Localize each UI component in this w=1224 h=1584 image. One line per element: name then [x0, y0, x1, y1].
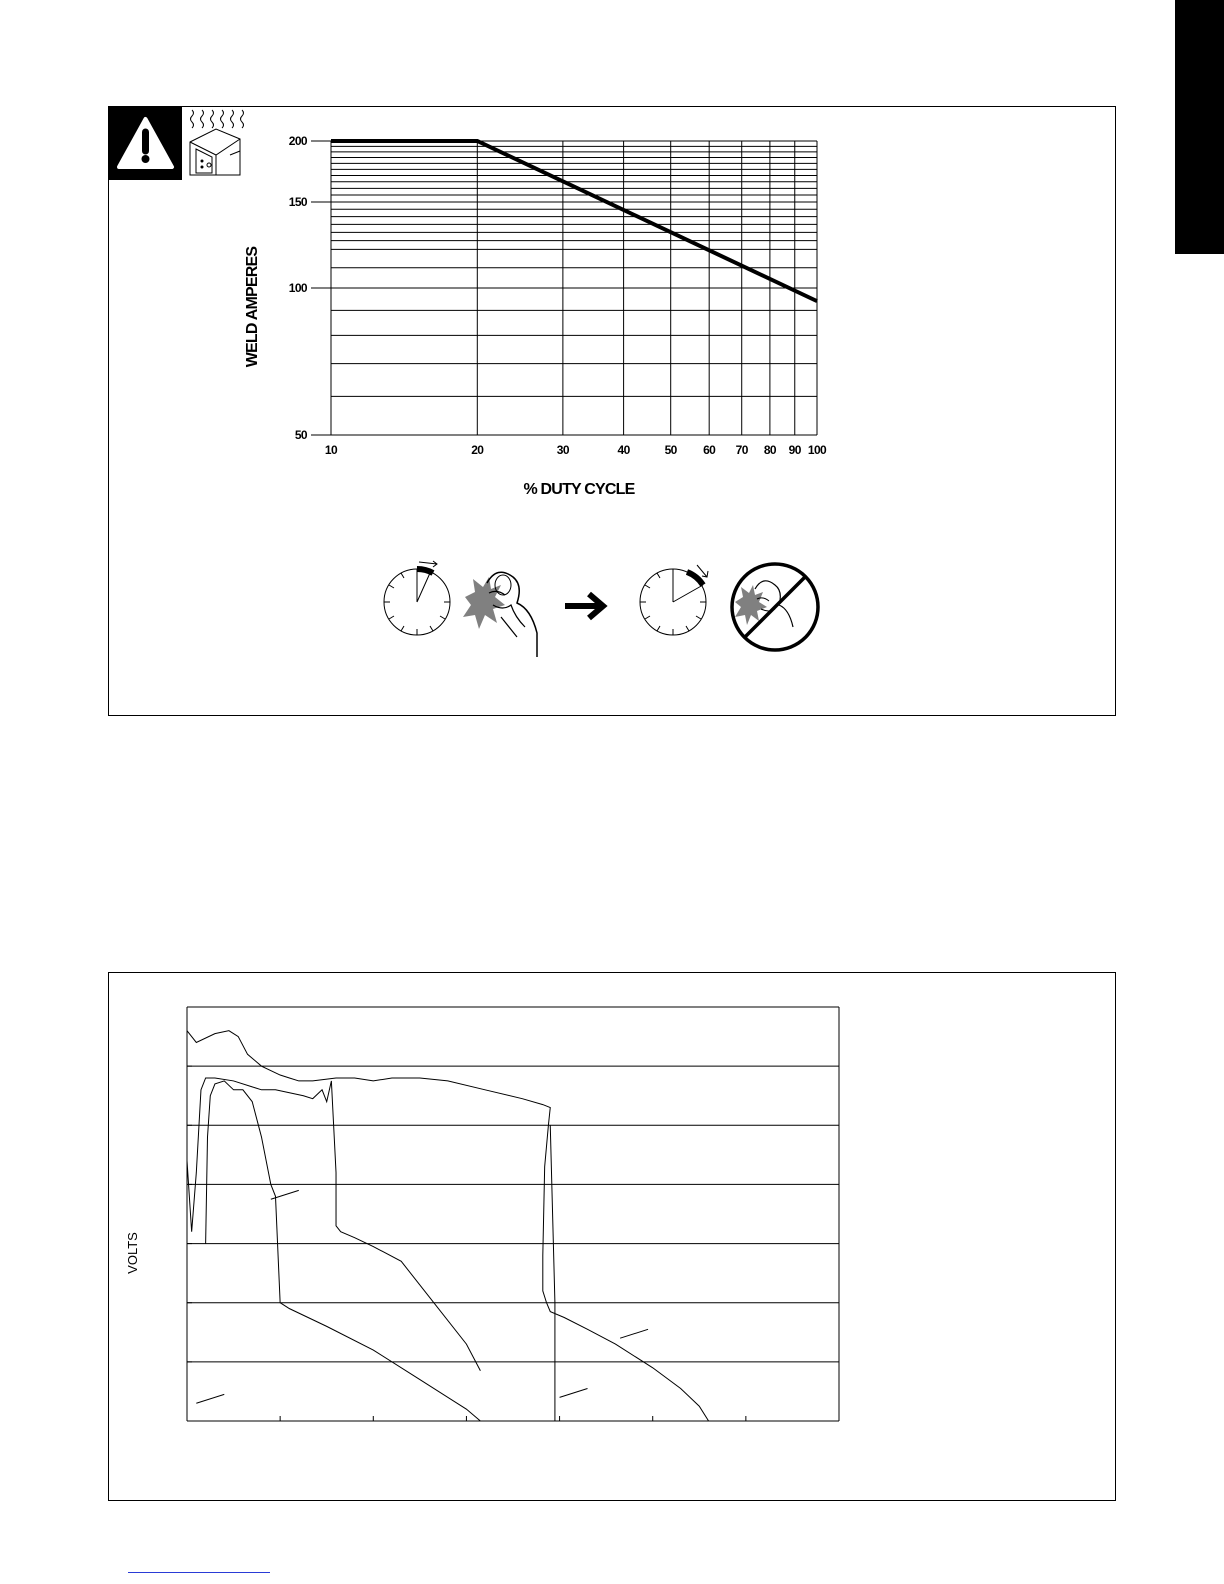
callout-leader [196, 1394, 224, 1403]
x-tick-label: 100 [807, 443, 827, 457]
va-curve [187, 1078, 480, 1371]
callout-leader [560, 1388, 588, 1397]
clock-icon [384, 561, 450, 635]
volt-ampere-panel [108, 972, 1116, 1501]
x-tick-label: 10 [324, 443, 338, 457]
duty-cycle-panel [108, 106, 1116, 716]
va-curve [187, 1031, 709, 1421]
volt-ampere-chart [109, 973, 1115, 1500]
footer-rule [128, 1572, 270, 1573]
x-tick-label: 30 [556, 443, 569, 457]
y-tick-label: 150 [288, 195, 307, 210]
welder-icon [463, 572, 537, 657]
rating-line [331, 141, 817, 301]
x-tick-label: 60 [703, 443, 716, 457]
x-tick-label: 20 [471, 443, 484, 457]
x-axis-label: % DUTY CYCLE [523, 481, 635, 498]
y-tick-label: 100 [288, 281, 307, 295]
x-tick-label: 70 [735, 443, 748, 457]
x-tick-label: 40 [617, 443, 630, 457]
y-tick-label: 200 [288, 134, 307, 148]
x-tick-label: 80 [763, 443, 776, 457]
x-tick-label: 50 [664, 443, 677, 457]
duty-cycle-illustration [377, 557, 837, 657]
section-tab-marker [1175, 0, 1224, 254]
clock-icon [640, 565, 708, 635]
no-welding-icon [732, 564, 818, 650]
va-curve [550, 1125, 555, 1421]
y-tick-label: 50 [294, 428, 307, 442]
va-curve [206, 1081, 481, 1421]
y-axis-label: WELD AMPERES [244, 246, 261, 368]
x-tick-label: 90 [788, 443, 801, 457]
y-axis-label: VOLTS [125, 1232, 140, 1274]
arrow-right-icon [565, 594, 603, 618]
callout-leader [620, 1329, 648, 1338]
